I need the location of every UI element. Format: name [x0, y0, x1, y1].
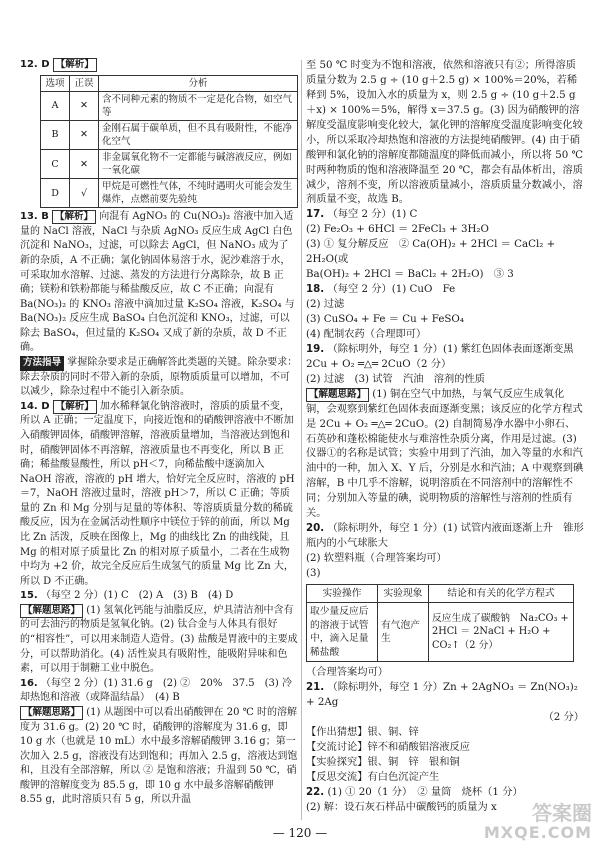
question-21 — [306, 680, 584, 785]
option-cell: A — [41, 91, 70, 120]
solution-text: 至 50 ℃ 时变为不饱和溶液，依然和溶液只有②；所得溶质质量分数为 2.5 g ÷ (10 g＋2.5 g) × 100%＝20%，若稀释到 5%，设加入水的质量为 x，则 2.5 g ÷ (10 g＋2.5 g＋x) × 100%＝5%，解得 x＝37.5 g。(3) 因为硝酸钾的溶解度受温度影响变化较大，氯化钾的溶解度受温度影响变化较小，所以采取冷却热饱和溶液的方法提纯硝酸钾。(4) 由于硝酸钾和氯化钠的溶解度都随温度的降低而减小，所以将 50 ℃ 时两种物质的饱和溶液降温至 20 ℃，都会有晶体析出，溶质减少，溶剂不变，所以溶液质量减小，溶质质量分数减小，溶剂质量不变，故选 B。 — [306, 59, 584, 206]
question-number: 20. — [306, 522, 325, 535]
answer-line: 【交流讨论】锌不和硝酸铝溶液反应 — [306, 740, 471, 753]
answer-text: （每空 2 分）(1) 31.6 g (2) ② 20% 37.5 (3) 冷却热饱和溶液（或降温结晶） (4) B — [20, 677, 292, 704]
solution-tag: 【解题思路】 — [20, 706, 83, 720]
watermark-logo — [484, 803, 592, 843]
question-18 — [306, 282, 584, 342]
question-number: 18. — [306, 283, 325, 296]
answer-line: （除标明外，每空 1 分）Zn + 2AgNO₃ ＝ Zn(NO₃)₂ + 2Ag — [306, 681, 578, 708]
question-15 — [20, 589, 298, 676]
table-row — [41, 91, 298, 120]
analysis-table — [40, 75, 298, 209]
note-text: （合理答案均可） — [306, 666, 389, 679]
question-19 — [306, 342, 584, 521]
mark-cell: ✕ — [70, 120, 99, 149]
answer-line: (2) 软塑料瓶（合理答案均可） — [306, 552, 447, 564]
question-number: 14. D — [20, 400, 50, 412]
option-cell: B — [41, 120, 70, 149]
question-16 — [20, 677, 298, 808]
solution-text: (1) 氢氧化钙能与油脂反应，炉具清洁剂中含有的可去油污的物质是氢氧化钠。(2) 钛合金与人体具有很好的“相容性”，可以用来制造人造骨。(3) 盐酸是胃液中的主要成分，可以帮助消化。(4) 活性炭具有吸附性，能吸附异味和色素，可以用于制糖工业中脱色。 — [20, 604, 298, 675]
answer-line: 【实验探究】银、铜 锌 银和铜 — [306, 755, 460, 768]
answer-line: Ba(OH)₂ + 2HCl ＝ BaCl₂ + 2H₂O) ③ 3 — [306, 268, 514, 281]
question-16-continued — [306, 58, 584, 207]
table-header-row — [307, 584, 574, 602]
table-header: 正误 — [70, 75, 99, 91]
answer-text: （每空 2 分）(1) C (2) A (3) B (4) D — [40, 590, 234, 602]
question-number: 17. — [306, 208, 325, 221]
operation-cell: 取少量反应后的溶液于试管中，滴入足量稀盐酸 — [307, 603, 378, 662]
table-header: 分析 — [99, 75, 298, 91]
watermark-line: 答案圈 — [532, 801, 592, 825]
answer-line: 【反思交流】有白色沉淀产生 — [306, 770, 440, 783]
analysis-cell: 含不同种元素的物质不一定是化合物，如空气等 — [99, 91, 298, 120]
question-17 — [306, 207, 584, 282]
table-header: 结论和有关的化学方程式 — [429, 584, 574, 602]
answer-line: (3) ① 复分解反应 ② Ca(OH)₂ + 2HCl ＝ CaCl₂ + 2H₂O(或 — [306, 238, 556, 266]
question-12 — [20, 58, 298, 208]
answer-line: (3) — [306, 566, 321, 579]
answer-line: （除标明外，每空 1 分）(1) 紫红色固体表面逐渐变黑 2Cu + O₂ ═△═ 2CuO（2 分） — [306, 342, 584, 370]
table-header: 实验现象 — [378, 584, 429, 602]
analysis-cell: 金刚石属于碳单质，但不具有吸附性，不能净化空气 — [99, 120, 298, 149]
answer-line: (1) ① 20（1 分） ② 量筒 烧杯（1 分） — [327, 785, 523, 798]
page-number: — 120 — — [272, 826, 328, 840]
answer-line: (2) 过滤 (3) 试管 汽油 溶剂的性质 — [306, 372, 486, 385]
question-number: 22. — [306, 785, 325, 798]
answer-line: (2) 解：设石灰石样品中碳酸钙的质量为 x — [306, 800, 497, 813]
question-14 — [20, 400, 298, 590]
conclusion-cell: 反应生成了碳酸钠 Na₂CO₃ + 2HCl ＝ 2NaCl + H₂O + CO₂↑（2 分） — [429, 603, 574, 662]
question-13 — [20, 210, 298, 400]
method-tip-text: 掌握除杂要求是正确解答此类题的关键。除杂要求：除去杂质的同时不带入新的杂质，原物质质量可以增加，不可以减少，除杂过程中不能引入新杂质。 — [20, 357, 298, 398]
analysis-text: 向混有 AgNO₃ 的 Cu(NO₃)₂ 溶液中加入适量的 NaCl 溶液，NaCl 与杂质 AgNO₃ 反应生成 AgCl 白色沉淀和 NaNO₃，过滤，可以除去 AgCl，但 NaNO₃ 成为了新的杂质，A 不正确；氯化钠固体易溶于水，泥沙难溶于水，可采取加水溶解、过滤、蒸发的方法进行分离除杂，故 B 正确；镁粉和铁粉都能与稀盐酸反应，故 C 不正确；向混有 Ba(NO₃)₂ 的 KNO₃ 溶液中滴加过量 K₂SO₄ 溶液，K₂SO₄ 与 Ba(NO₃)₂ 反应生成 BaSO₄ 白色沉淀和 KNO₃，过滤，可以除去 BaSO₄，但过量的 K₂SO₄ 又成了新的杂质，故 D 不正确。 — [20, 211, 295, 354]
question-number: 13. B — [20, 211, 49, 223]
answer-line: (2) Fe₂O₃ + 6HCl ＝ 2FeCl₃ + 3H₂O — [306, 223, 489, 236]
answer-line: （除标明外，每空 1 分）(1) 试管内液面逐渐上升 锥形瓶内的小气球胀大 — [306, 522, 584, 550]
question-number: 12. D — [20, 59, 50, 70]
mark-cell: √ — [70, 179, 99, 208]
answer-line: (4) 配制农药（合理即可） — [306, 327, 427, 340]
question-number: 21. — [306, 681, 325, 693]
question-number: 15. — [20, 590, 38, 602]
experiment-table — [306, 584, 574, 662]
analysis-cell: 甲烷是可燃性气体，不纯时遇明火可能会发生爆炸，点燃前要先验纯 — [99, 179, 298, 208]
analysis-text: 加水稀释氯化钠溶液时，溶质的质量不变，所以 A 正确；一定温度下，向接近饱和的硝酸钾溶液中不断加入硝酸钾固体，硝酸钾溶解，溶液质量增加，当溶液达到饱和时，硝酸钾固体不再溶解，溶液质量也不再变化，所以 B 正确；稀盐酸显酸性，所以 pH＜7，向稀盐酸中逐滴加入 NaOH 溶液，溶液的 pH 增大，恰好完全反应时，溶液的 pH＝7，NaOH 溶液过量时，溶液 pH＞7，所以 C 正确；等质量的 Zn 和 Mg 分别与足量的等体积、等溶质质量分数的稀硫酸反应，因为在金属活动性顺序中镁位于锌的前面，所以 Mg 比 Zn 活泼，反映在图像上，Mg 的曲线比 Zn 的曲线陡，且 Mg 的相对原子质量比 Zn 的相对原子质量小，二者在生成物中均为 +2 价，故完全反应后生成氢气的质量 Mg 比 Zn 大，所以 D 不正确。 — [20, 400, 295, 587]
solution-tag: 【解题思路】 — [20, 604, 83, 618]
observation-cell: 有气泡产生 — [378, 603, 429, 662]
option-cell: C — [41, 149, 70, 178]
column-divider — [301, 60, 302, 820]
table-row — [307, 603, 574, 662]
answer-line: (3) CuSO₄ + Fe ＝ Cu + FeSO₄ — [306, 312, 464, 325]
table-header-row — [41, 75, 298, 91]
table-header: 选项 — [41, 75, 70, 91]
watermark-line: MXQE.COM — [483, 823, 592, 842]
question-20 — [306, 521, 584, 680]
right-column — [306, 58, 584, 814]
answer-line: (2) 过滤 — [306, 298, 345, 310]
analysis-tag: 【解析】 — [53, 400, 97, 414]
answer-line: 【作出猜想】银、铜、锌 — [306, 725, 419, 738]
solution-tag: 【解题思路】 — [306, 388, 369, 402]
answer-line: （每空 2 分）(1) CuO Fe — [327, 283, 456, 296]
option-cell: D — [41, 179, 70, 208]
question-number: 16. — [20, 677, 38, 689]
table-row — [41, 120, 298, 149]
method-tip-label: 方法指导 — [20, 356, 64, 371]
question-number: 19. — [306, 342, 325, 355]
solution-text: (1) 从题图中可以看出硝酸钾在 20 ℃ 时的溶解度为 31.6 g。(2) 20 ℃ 时，硝酸钾的溶解度为 31.6 g，即 10 g 水（也就是 10 mL）水中最多溶解硝酸钾 3.16 g；第一次加入 2.5 g，溶液没有达到饱和；再加入 2.5 g，溶液达到饱和，且没有全部溶解，所以 ② 是饱和溶液；升温到 50 ℃，硝酸钾的溶解度变为 85.5 g，即 10 g 水中最多溶解硝酸钾 8.55 g，此时溶质只有 5 g，所以升温 — [20, 706, 298, 806]
analysis-cell: 非金属氧化物不一定都能与碱溶液反应，例如一氧化碳 — [99, 149, 298, 178]
table-row — [41, 149, 298, 178]
table-header: 实验操作 — [307, 584, 378, 602]
table-row — [41, 179, 298, 208]
analysis-tag: 【解析】 — [52, 210, 96, 224]
answer-line: （每空 2 分）(1) C — [327, 208, 418, 221]
score-text: （2 分） — [543, 710, 584, 723]
mark-cell: ✕ — [70, 91, 99, 120]
left-column — [20, 58, 298, 808]
analysis-tag: 【解析】 — [53, 58, 97, 72]
mark-cell: ✕ — [70, 149, 99, 178]
solution-text: (1) 铜在空气中加热，与氧气反应生成氧化铜，会观察到紫红色固体表面逐渐变黑；该反应的化学方程式是 2Cu + O₂ ═△═ 2CuO。(2) 自制简易净水器中小卵石、石英砂和蓬松棉能使水与难溶性杂质分离，作用是过滤。(3) 仪器①的名称是试管；实验中用到了汽油，加入等量的水和汽油中的一种，加入 X、Y 后，分别是水和汽油；A 中观察到碘溶解，B 中几乎不溶解，说明溶质在不同溶剂中的溶解性不同；分别加入等量的碘，说明物质的溶解性与溶剂的性质有关。 — [306, 387, 584, 520]
